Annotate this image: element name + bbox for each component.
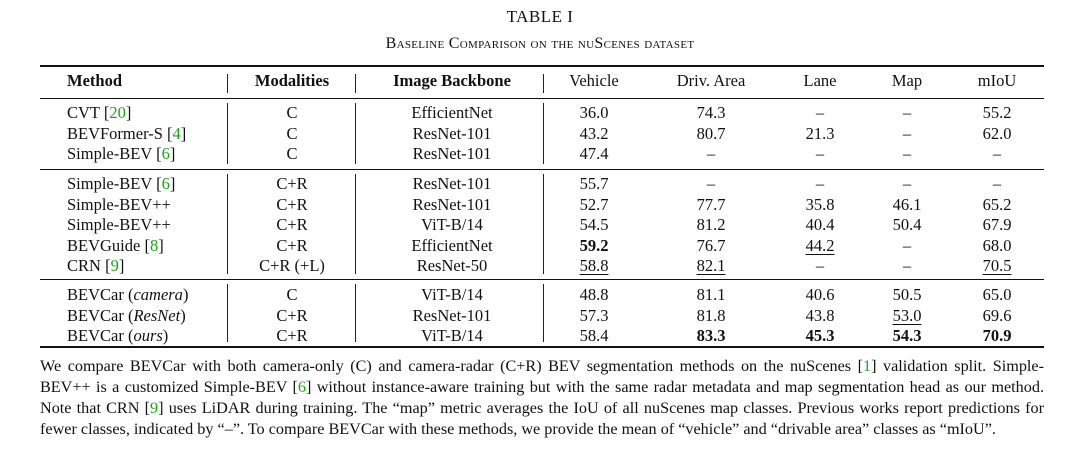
method-name: CVT xyxy=(67,103,100,122)
header-backbone: Image Backbone xyxy=(393,71,511,90)
caption-text: ] uses LiDAR during training. The “map” metric averages the IoU of all nuScenes map classes. Previous works report predictions for fewer classes, indicated by “–”. To compare BEVCar with these methods, we provide the mean of “vehicle” and “drivable area” classes as “mIoU”. xyxy=(40,399,1044,438)
table-row xyxy=(0,215,1080,235)
vehicle-cell: 54.5 xyxy=(579,215,609,234)
method-name: Simple-BEV xyxy=(67,174,152,193)
vehicle-cell: 59.2 xyxy=(579,235,609,255)
group-rule-2 xyxy=(40,279,1044,280)
modalities-cell: C+R xyxy=(276,305,308,325)
miou-cell: 69.6 xyxy=(982,305,1012,325)
citation-link[interactable]: 6 xyxy=(161,174,170,193)
backbone-cell: EfficientNet xyxy=(411,235,493,255)
method-cell xyxy=(67,215,171,235)
method-name: BEVGuide xyxy=(67,235,141,255)
map-cell: 54.3 xyxy=(892,326,922,345)
table-row xyxy=(0,256,1080,276)
lane-cell: – xyxy=(815,174,825,193)
map-cell: 50.5 xyxy=(892,285,922,304)
lane-cell: 44.2 xyxy=(805,235,835,255)
table-row xyxy=(0,124,1080,144)
miou-cell: – xyxy=(992,144,1002,163)
vehicle-cell: 52.7 xyxy=(579,194,609,214)
table-caption xyxy=(40,356,1044,440)
citation-link[interactable]: 6 xyxy=(297,378,306,396)
driv-area-cell: 80.7 xyxy=(696,123,726,143)
lane-cell: – xyxy=(815,103,825,122)
driv-area-cell: 81.8 xyxy=(696,305,726,325)
method-cell: BEVFormer-S [4] xyxy=(67,123,187,143)
vehicle-cell: 58.8 xyxy=(579,256,609,275)
miou-cell: 70.9 xyxy=(982,326,1012,345)
citation-link[interactable]: 9 xyxy=(110,256,119,275)
driv-area-cell: 82.1 xyxy=(696,256,726,275)
method-cell: Simple-BEV [6] xyxy=(67,174,176,193)
caption-text: We compare BEVCar with both camera-only (C) and camera-radar (C+R) BEV segmentation methods on the nuScenes [ xyxy=(40,357,864,375)
driv-area-cell: 81.1 xyxy=(696,285,726,304)
map-cell: – xyxy=(902,256,912,275)
header-map: Map xyxy=(891,71,923,90)
caption-text: ] validation split. Simple-BEV++ is a customized Simple-BEV [ xyxy=(40,357,1044,396)
modalities-cell: C xyxy=(286,144,298,163)
backbone-cell: ViT-B/14 xyxy=(421,326,483,345)
driv-area-cell: 81.2 xyxy=(696,215,726,234)
backbone-cell: ResNet-101 xyxy=(412,123,492,143)
table-subtitle: Baseline Comparison on the nuScenes dataset xyxy=(385,35,695,52)
column-separator xyxy=(355,74,356,93)
backbone-cell: ResNet-50 xyxy=(416,256,488,275)
header-lane: Lane xyxy=(803,71,837,90)
method-name: BEVFormer-S xyxy=(67,123,163,143)
miou-cell: 62.0 xyxy=(982,123,1012,143)
modalities-cell: C xyxy=(286,123,298,143)
citation-link[interactable]: 20 xyxy=(109,103,126,122)
method-variant: ours xyxy=(133,326,163,345)
map-cell: – xyxy=(902,144,912,163)
backbone-cell: ResNet-101 xyxy=(412,144,492,163)
vehicle-cell: 55.7 xyxy=(579,174,609,193)
map-cell: – xyxy=(902,174,912,193)
modalities-cell: C xyxy=(286,285,298,304)
header-vehicle: Vehicle xyxy=(569,71,619,90)
group-rule-1 xyxy=(40,169,1044,170)
method-cell: BEVCar (ResNet) xyxy=(67,305,186,325)
method-name: Simple-BEV++ xyxy=(67,194,171,214)
table-row xyxy=(0,306,1080,326)
table-row xyxy=(0,236,1080,256)
method-cell: BEVGuide [8] xyxy=(67,235,164,255)
backbone-cell: ViT-B/14 xyxy=(421,215,483,234)
map-cell: – xyxy=(902,103,912,122)
lane-cell: – xyxy=(815,256,825,275)
miou-cell: – xyxy=(992,174,1002,193)
bottom-rule xyxy=(40,346,1044,348)
citation-link[interactable]: 1 xyxy=(863,357,872,375)
miou-cell: 55.2 xyxy=(982,103,1012,122)
lane-cell: 43.8 xyxy=(805,305,835,325)
table-row xyxy=(0,285,1080,305)
map-cell: 53.0 xyxy=(892,305,922,325)
caption-text: ] without instance-aware training but with the same radar metadata and map segmentation head as our method. Note that CRN [ xyxy=(40,378,1044,417)
method-cell: BEVCar (ours) xyxy=(67,326,169,345)
miou-cell: 70.5 xyxy=(982,256,1012,275)
header-rule xyxy=(40,98,1044,99)
miou-cell: 68.0 xyxy=(982,235,1012,255)
method-name: BEVCar xyxy=(67,326,124,345)
method-name: Simple-BEV++ xyxy=(67,215,171,234)
vehicle-cell: 48.8 xyxy=(579,285,609,304)
method-cell: CVT [20] xyxy=(67,103,132,122)
lane-cell: 21.3 xyxy=(805,123,835,143)
map-cell: 46.1 xyxy=(892,194,922,214)
backbone-cell: ResNet-101 xyxy=(412,305,492,325)
vehicle-cell: 43.2 xyxy=(579,123,609,143)
method-name: Simple-BEV xyxy=(67,144,152,163)
header-row xyxy=(0,71,1080,91)
lane-cell: 40.6 xyxy=(805,285,835,304)
modalities-cell: C+R xyxy=(276,194,308,214)
map-cell: – xyxy=(902,235,912,255)
column-separator xyxy=(543,74,544,93)
method-name: BEVCar xyxy=(67,305,124,325)
method-cell xyxy=(67,195,171,215)
modalities-cell: C xyxy=(286,103,298,122)
modalities-cell: C+R xyxy=(276,215,308,234)
driv-area-cell: 83.3 xyxy=(696,326,726,345)
citation-link[interactable]: 6 xyxy=(161,144,170,163)
driv-area-cell: 76.7 xyxy=(696,235,726,255)
driv-area-cell: – xyxy=(706,174,716,193)
lane-cell: – xyxy=(815,144,825,163)
citation-link[interactable]: 9 xyxy=(150,399,159,417)
method-variant: ResNet xyxy=(133,305,181,325)
table-row xyxy=(0,326,1080,346)
lane-cell: 35.8 xyxy=(805,194,835,214)
vehicle-cell: 47.4 xyxy=(579,144,609,163)
header-driv-area: Driv. Area xyxy=(676,71,746,90)
backbone-cell: ViT-B/14 xyxy=(421,285,483,304)
modalities-cell: C+R (+L) xyxy=(259,256,325,275)
citation-link[interactable]: 8 xyxy=(149,235,159,255)
backbone-cell: EfficientNet xyxy=(411,103,493,122)
method-variant: camera xyxy=(133,285,183,304)
map-cell: 50.4 xyxy=(892,215,922,234)
miou-cell: 65.2 xyxy=(982,194,1012,214)
method-cell: Simple-BEV [6] xyxy=(67,144,176,163)
modalities-cell: C+R xyxy=(276,326,308,345)
method-name: BEVCar xyxy=(67,285,124,304)
lane-cell: 40.4 xyxy=(805,215,835,234)
vehicle-cell: 36.0 xyxy=(579,103,609,122)
table-row xyxy=(0,103,1080,123)
method-name: CRN xyxy=(67,256,101,275)
table-title: TABLE I xyxy=(506,7,574,26)
driv-area-cell: – xyxy=(706,144,716,163)
driv-area-cell: 77.7 xyxy=(696,194,726,214)
method-cell: CRN [9] xyxy=(67,256,125,275)
backbone-cell: ResNet-101 xyxy=(412,174,492,193)
vehicle-cell: 58.4 xyxy=(579,326,609,345)
table-row xyxy=(0,174,1080,194)
method-cell: BEVCar (camera) xyxy=(67,285,189,304)
header-method: Method xyxy=(67,71,122,90)
column-separator xyxy=(227,74,228,93)
header-miou: mIoU xyxy=(977,71,1017,90)
lane-cell: 45.3 xyxy=(805,326,835,345)
backbone-cell: ResNet-101 xyxy=(412,194,492,214)
miou-cell: 65.0 xyxy=(982,285,1012,304)
vehicle-cell: 57.3 xyxy=(579,305,609,325)
driv-area-cell: 74.3 xyxy=(696,103,726,122)
header-modalities: Modalities xyxy=(254,71,330,90)
citation-link[interactable]: 4 xyxy=(172,123,181,143)
top-rule xyxy=(40,65,1044,67)
modalities-cell: C+R xyxy=(276,174,308,193)
map-cell: – xyxy=(902,123,912,143)
miou-cell: 67.9 xyxy=(982,215,1012,234)
modalities-cell: C+R xyxy=(276,235,308,255)
table-row xyxy=(0,144,1080,164)
table-row xyxy=(0,195,1080,215)
